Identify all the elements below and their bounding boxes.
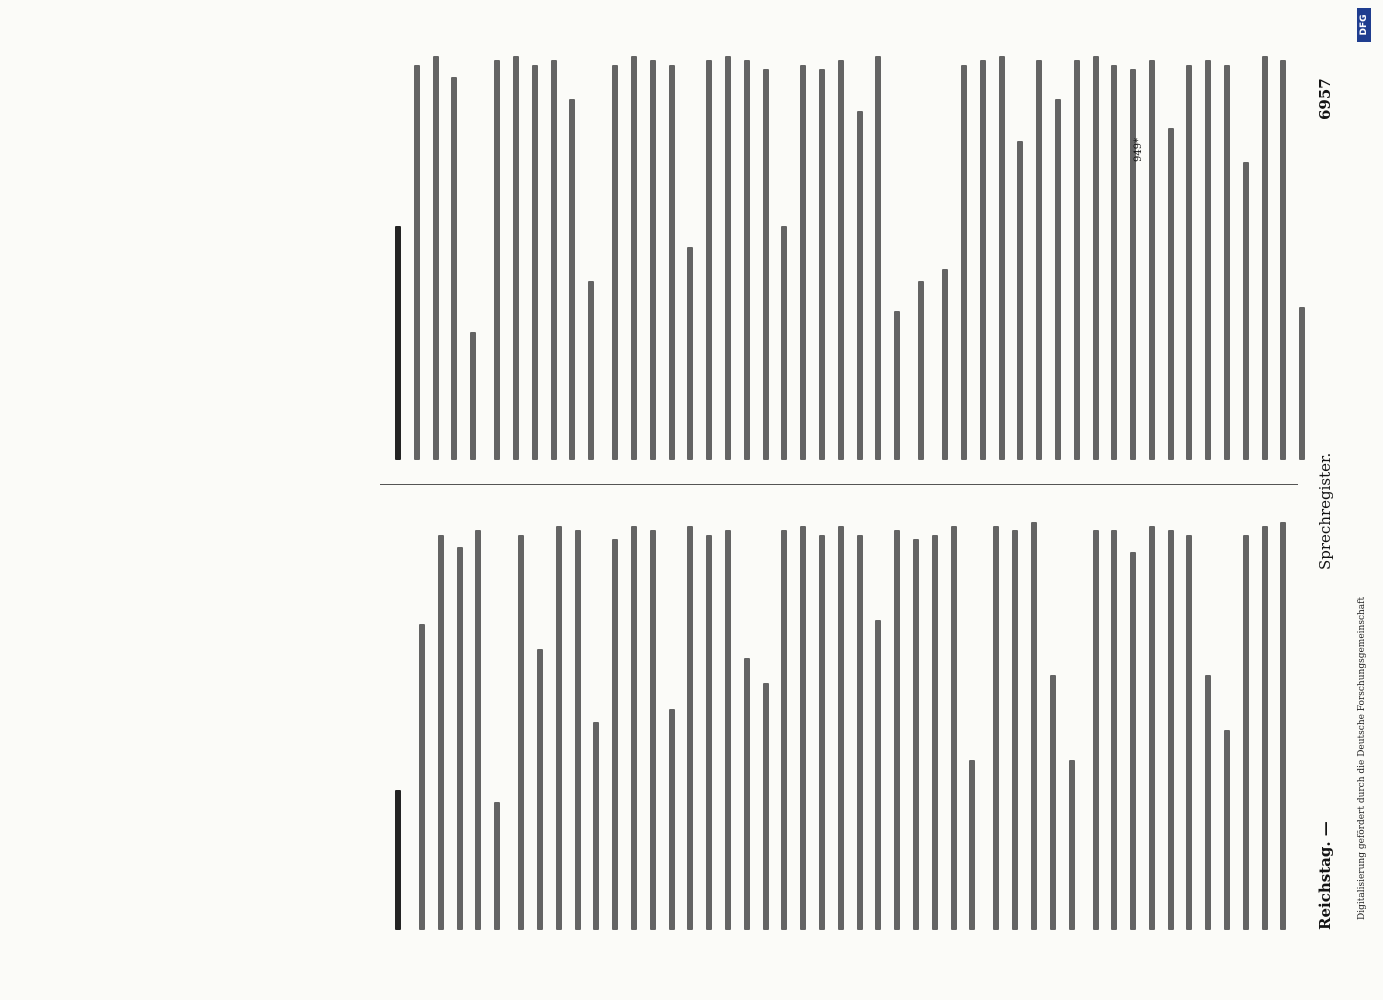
text-line <box>1299 307 1305 460</box>
text-line <box>894 311 900 460</box>
text-line <box>569 99 575 460</box>
text-line <box>1149 61 1155 461</box>
text-line <box>650 531 656 931</box>
page-number: 6957 <box>1316 78 1334 120</box>
text-line <box>1130 552 1136 930</box>
text-line <box>556 526 562 930</box>
text-line <box>800 65 806 460</box>
text-line <box>1012 531 1018 931</box>
text-line <box>669 65 675 460</box>
text-line <box>706 61 712 461</box>
text-line <box>1262 526 1268 930</box>
text-line <box>494 803 500 931</box>
text-line <box>1224 730 1230 930</box>
text-line <box>687 526 693 930</box>
text-line <box>1093 56 1099 460</box>
text-line <box>1205 675 1211 930</box>
text-line <box>438 535 444 930</box>
text-line <box>669 709 675 930</box>
text-line <box>838 526 844 930</box>
text-line <box>725 531 731 931</box>
text-line <box>518 535 524 930</box>
text-line <box>395 790 401 930</box>
text-line <box>1168 129 1174 461</box>
text-line <box>631 56 637 460</box>
text-line <box>513 56 519 460</box>
text-line <box>744 61 750 461</box>
text-line <box>687 248 693 461</box>
text-line <box>395 226 401 460</box>
text-line <box>1262 56 1268 460</box>
text-line <box>414 65 420 460</box>
text-line <box>1111 531 1117 931</box>
text-line <box>875 56 881 460</box>
text-line <box>1074 61 1080 461</box>
text-line <box>894 531 900 931</box>
text-line <box>451 78 457 461</box>
column-right <box>395 35 1305 460</box>
text-line <box>650 61 656 461</box>
text-line <box>457 548 463 931</box>
text-line <box>532 65 538 460</box>
text-line <box>819 535 825 930</box>
digitization-note: Digitalisierung gefördert durch die Deutsche Forschungsgemeinschaft <box>1357 596 1367 920</box>
header-title: Sprechregister. <box>1316 452 1334 570</box>
text-line <box>913 539 919 930</box>
text-line <box>1280 61 1286 461</box>
text-line <box>575 531 581 931</box>
text-line <box>1069 760 1075 930</box>
text-line <box>763 684 769 931</box>
text-line <box>1205 61 1211 461</box>
text-line <box>763 69 769 460</box>
text-line <box>1280 522 1286 930</box>
column-divider <box>380 484 1298 485</box>
text-line <box>1055 99 1061 460</box>
text-line <box>725 56 731 460</box>
text-line <box>470 333 476 461</box>
text-line <box>993 526 999 930</box>
text-line <box>612 539 618 930</box>
text-line <box>475 531 481 931</box>
text-line <box>1036 61 1042 461</box>
text-line <box>1168 531 1174 931</box>
text-line <box>1050 675 1056 930</box>
text-line <box>857 535 863 930</box>
text-line <box>419 624 425 930</box>
text-line <box>588 282 594 461</box>
text-line <box>942 269 948 460</box>
signature-mark: 949* <box>1133 137 1144 162</box>
text-line <box>951 526 957 930</box>
text-line <box>593 722 599 930</box>
column-left <box>395 505 1295 930</box>
text-line <box>551 61 557 461</box>
text-line <box>800 526 806 930</box>
text-line <box>857 112 863 461</box>
text-line <box>1243 163 1249 461</box>
text-line <box>999 56 1005 460</box>
text-line <box>781 531 787 931</box>
text-line <box>1149 526 1155 930</box>
text-line <box>1186 535 1192 930</box>
text-line <box>537 650 543 931</box>
text-line <box>875 620 881 930</box>
dfg-logo: DFG <box>1357 8 1371 42</box>
text-line <box>1130 69 1136 460</box>
text-line <box>932 535 938 930</box>
text-line <box>918 282 924 461</box>
text-line <box>1111 65 1117 460</box>
text-line <box>781 226 787 460</box>
text-line <box>1031 522 1037 930</box>
text-line <box>631 526 637 930</box>
text-line <box>433 56 439 460</box>
text-line <box>838 61 844 461</box>
text-line <box>819 69 825 460</box>
text-line <box>980 61 986 461</box>
text-line <box>961 65 967 460</box>
text-line <box>612 65 618 460</box>
text-line <box>1017 141 1023 460</box>
text-line <box>1243 535 1249 930</box>
header-left: Reichstag. — <box>1316 821 1334 930</box>
text-line <box>1224 65 1230 460</box>
text-line <box>744 658 750 930</box>
text-line <box>969 760 975 930</box>
text-line <box>1093 531 1099 931</box>
text-line <box>706 535 712 930</box>
text-line <box>1186 65 1192 460</box>
text-line <box>494 61 500 461</box>
